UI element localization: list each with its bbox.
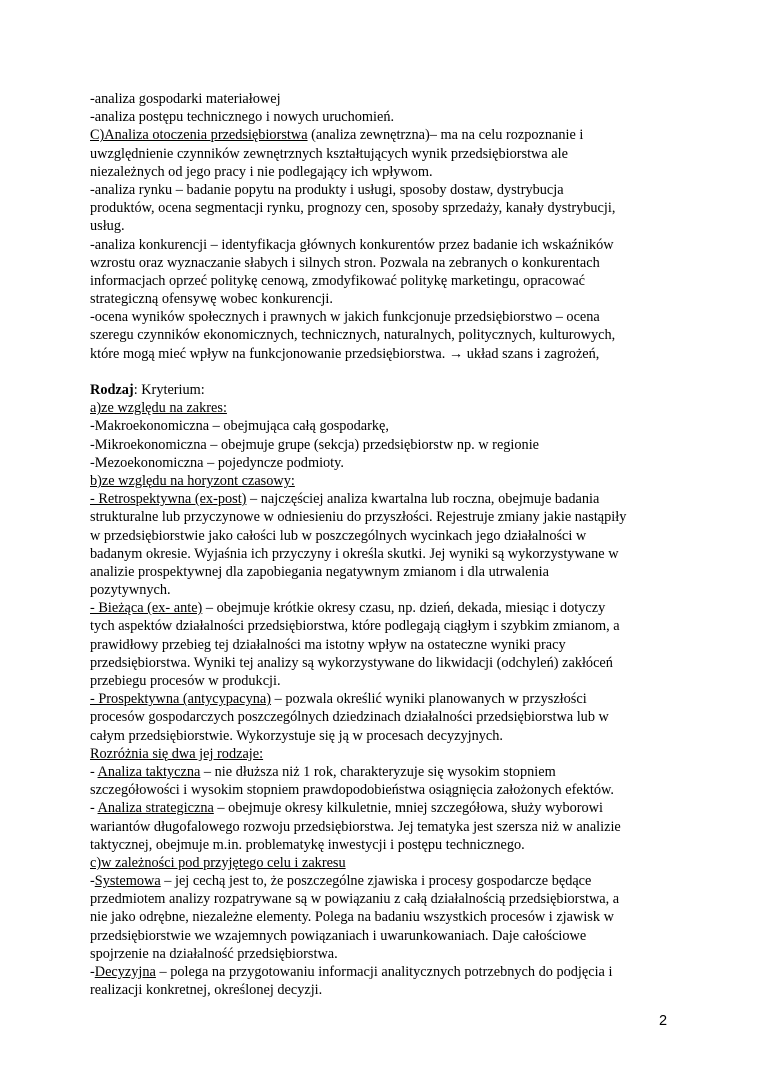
text-run: C)Analiza otoczenia przedsiębiorstwa <box>90 127 308 144</box>
text-run: realizacji konkretnej, określonej decyzji. <box>90 982 323 999</box>
text-line <box>90 908 674 926</box>
text-run: przedmiotem analizy rozpatrywane są w powiązaniu z całą działalnością przedsiębiorstwa, a <box>90 891 620 908</box>
text-run: Rozróżnia się dwa jej rodzaje: <box>90 745 264 762</box>
text-line <box>90 236 674 254</box>
text-line <box>90 326 674 344</box>
text-run: produktów, ocena segmentacji rynku, prognozy cen, sposoby sprzedaży, kanały dystrybucji, <box>90 200 616 217</box>
text-run: tych aspektów działalności przedsiębiorstwa, które podlegają ciągłym i szybkim zmianom, a <box>90 618 620 635</box>
document-body <box>90 90 674 999</box>
page-number: 2 <box>659 1013 668 1029</box>
text-run: przebiegu procesów w produkcji. <box>90 673 281 689</box>
text-line <box>90 745 674 763</box>
text-run: nie jako odrębne, niezależne elementy. Polega na badaniu wszystkich procesów i zjawisk w <box>90 909 614 926</box>
text-run: uwzględnienie czynników zewnętrznych kształtujących wynik przedsiębiorstwa ale <box>90 145 568 162</box>
text-line <box>90 872 674 890</box>
text-run: a)ze względu na zakres: <box>90 400 227 417</box>
text-run: -analiza postępu technicznego i nowych uruchomień. <box>90 109 395 126</box>
text-line <box>90 890 674 908</box>
text-line <box>90 708 674 726</box>
text-run: strukturalne lub przyczynowe w odniesieniu do przyszłości. Rejestruje zmiany jakie nastąpiły <box>90 509 627 526</box>
text-run: -analiza rynku – badanie popytu na produkty i usługi, sposoby dostaw, dystrybucja <box>90 181 564 198</box>
text-line <box>90 836 674 854</box>
text-line <box>90 581 674 599</box>
text-run: procesów gospodarczych poszczególnych dziedzinach działalności przedsiębiorstwa lub w <box>90 709 609 726</box>
text-line <box>90 108 674 126</box>
text-line <box>90 854 674 872</box>
text-line <box>90 345 674 363</box>
text-line <box>90 981 674 999</box>
text-line <box>90 399 674 417</box>
text-run: przedsiębiorstwa. Wyniki tej analizy są wykorzystywane do likwidacji (odchyleń) zakłóceń <box>90 654 613 671</box>
text-run: pozytywnych. <box>90 582 171 599</box>
text-run: taktycznej, obejmuje m.in. problematykę inwestycji i postępu technicznego. <box>90 836 525 853</box>
text-line <box>90 90 674 108</box>
text-line <box>90 617 674 635</box>
text-run: w przedsiębiorstwie jako całości lub w poszczególnych wycinkach jego działalności w <box>90 527 587 544</box>
text-run: przedsiębiorstwie we wzajemnych powiązaniach i uwarunkowaniach. Daje całościowe <box>90 927 587 944</box>
text-run: - <box>90 964 95 980</box>
text-run: prawidłowy przebieg tej działalności ma istotny wpływ na ostateczne wyniki pracy <box>90 636 566 653</box>
text-run: : Kryterium: <box>133 382 205 398</box>
text-run: Analiza taktyczna <box>97 763 201 780</box>
text-line <box>90 763 674 781</box>
text-line <box>90 163 674 181</box>
text-line <box>90 636 674 654</box>
text-line <box>90 599 674 617</box>
text-run: - Prospektywna (antycypacyna) <box>90 691 272 708</box>
text-line <box>90 727 674 745</box>
text-run: badanym okresie. Wyjaśnia ich przyczyny i określa skutki. Jej wyniki są wykorzystywane w <box>90 545 619 562</box>
text-line <box>90 781 674 799</box>
text-line <box>90 563 674 581</box>
text-line <box>90 527 674 545</box>
text-line <box>90 545 674 563</box>
text-run: Analiza strategiczna <box>97 800 214 817</box>
text-run: całym przedsiębiorstwie. Wykorzystuje się ją w procesach decyzyjnych. <box>90 727 503 744</box>
text-line <box>90 199 674 217</box>
text-run: (analiza zewnętrzna)– ma na celu rozpoznanie i <box>307 127 584 144</box>
text-line <box>90 254 674 272</box>
text-run: niezależnych od jego pracy i nie podlegający ich wpływom. <box>90 163 433 180</box>
text-run: analizie prospektywnej dla zapobiegania negatywnym zmianom i dla utrwalenia <box>90 563 549 580</box>
text-line <box>90 436 674 454</box>
text-run: c)w zależności pod przyjętego celu i zakresu <box>90 854 346 871</box>
text-line <box>90 472 674 490</box>
text-line <box>90 181 674 199</box>
text-run: usług. <box>90 218 125 235</box>
text-run: b)ze względu na horyzont czasowy: <box>90 472 295 489</box>
text-run: - <box>90 763 98 780</box>
text-line <box>90 454 674 472</box>
text-run: – obejmuje okresy kilkuletnie, mniej szczegółowa, służy wyborowi <box>213 800 603 817</box>
text-run: spojrzenie na działalność przedsiębiorstwa. <box>90 945 338 962</box>
text-line <box>90 690 674 708</box>
text-run: Rodzaj <box>90 382 134 398</box>
text-line <box>90 290 674 308</box>
text-line <box>90 381 674 399</box>
text-line <box>90 417 674 435</box>
text-line <box>90 799 674 817</box>
text-run: -Makroekonomiczna – obejmująca całą gospodarkę, <box>90 418 389 435</box>
text-line <box>90 508 674 526</box>
text-run: -Mezoekonomiczna – pojedyncze podmioty. <box>90 454 344 471</box>
text-run: które mogą mieć wpływ na funkcjonowanie przedsiębiorstwa. → układ szans i zagrożeń, <box>90 345 600 362</box>
text-run: Decyzyjna <box>94 964 156 980</box>
text-run: szeregu czynników ekonomicznych, technicznych, naturalnych, politycznych, kulturowych, <box>90 327 616 344</box>
text-run: wariantów długofalowego rozwoju przedsiębiorstwa. Jej tematyka jest szersza niż w analizie <box>90 818 621 835</box>
text-line <box>90 272 674 290</box>
text-run: -analiza konkurencji – identyfikacja głównych konkurentów przez badanie ich wskaźników <box>90 236 614 253</box>
text-run: - Retrospektywna (ex-post) <box>90 491 247 508</box>
text-run: -ocena wyników społecznych i prawnych w jakich funkcjonuje przedsiębiorstwo – ocena <box>90 309 600 326</box>
text-run: Systemowa <box>94 873 161 890</box>
text-line <box>90 308 674 326</box>
text-run: - <box>90 800 98 817</box>
text-run: - Bieżąca (ex- ante) <box>90 600 203 617</box>
text-run: – najczęściej analiza kwartalna lub roczna, obejmuje badania <box>246 491 600 508</box>
text-run: informacjach oprzeć politykę cenową, zmodyfikować politykę marketingu, opracować <box>90 272 586 289</box>
text-line <box>90 654 674 672</box>
text-run: wzrostu oraz wyznaczanie słabych i silnych stron. Pozwala na zebranych o konkurentach <box>90 254 600 271</box>
text-line <box>90 945 674 963</box>
text-line <box>90 818 674 836</box>
text-run: – polega na przygotowaniu informacji analitycznych potrzebnych do podjęcia i <box>155 964 613 980</box>
text-line <box>90 490 674 508</box>
text-line <box>90 126 674 144</box>
text-run: – jej cechą jest to, że poszczególne zjawiska i procesy gospodarcze będące <box>160 873 592 890</box>
blank-line <box>90 363 674 381</box>
text-run: – pozwala określić wyniki planowanych w przyszłości <box>271 691 587 708</box>
text-run: -analiza gospodarki materiałowej <box>90 91 281 107</box>
text-line <box>90 145 674 163</box>
text-run: - <box>90 873 95 890</box>
text-run: – obejmuje krótkie okresy czasu, np. dzień, dekada, miesiąc i dotyczy <box>202 600 606 617</box>
text-run: – nie dłuższa niż 1 rok, charakteryzuje się wysokim stopniem <box>200 763 556 780</box>
text-line <box>90 217 674 235</box>
text-run: strategiczną ofensywę wobec konkurencji. <box>90 291 333 308</box>
text-run: szczegółowości i wysokim stopniem prawdopodobieństwa osiągnięcia założonych efektów. <box>90 782 614 799</box>
text-line <box>90 927 674 945</box>
text-line <box>90 963 674 981</box>
text-line <box>90 672 674 690</box>
text-run: -Mikroekonomiczna – obejmuje grupe (sekcja) przedsiębiorstw np. w regionie <box>90 436 540 453</box>
